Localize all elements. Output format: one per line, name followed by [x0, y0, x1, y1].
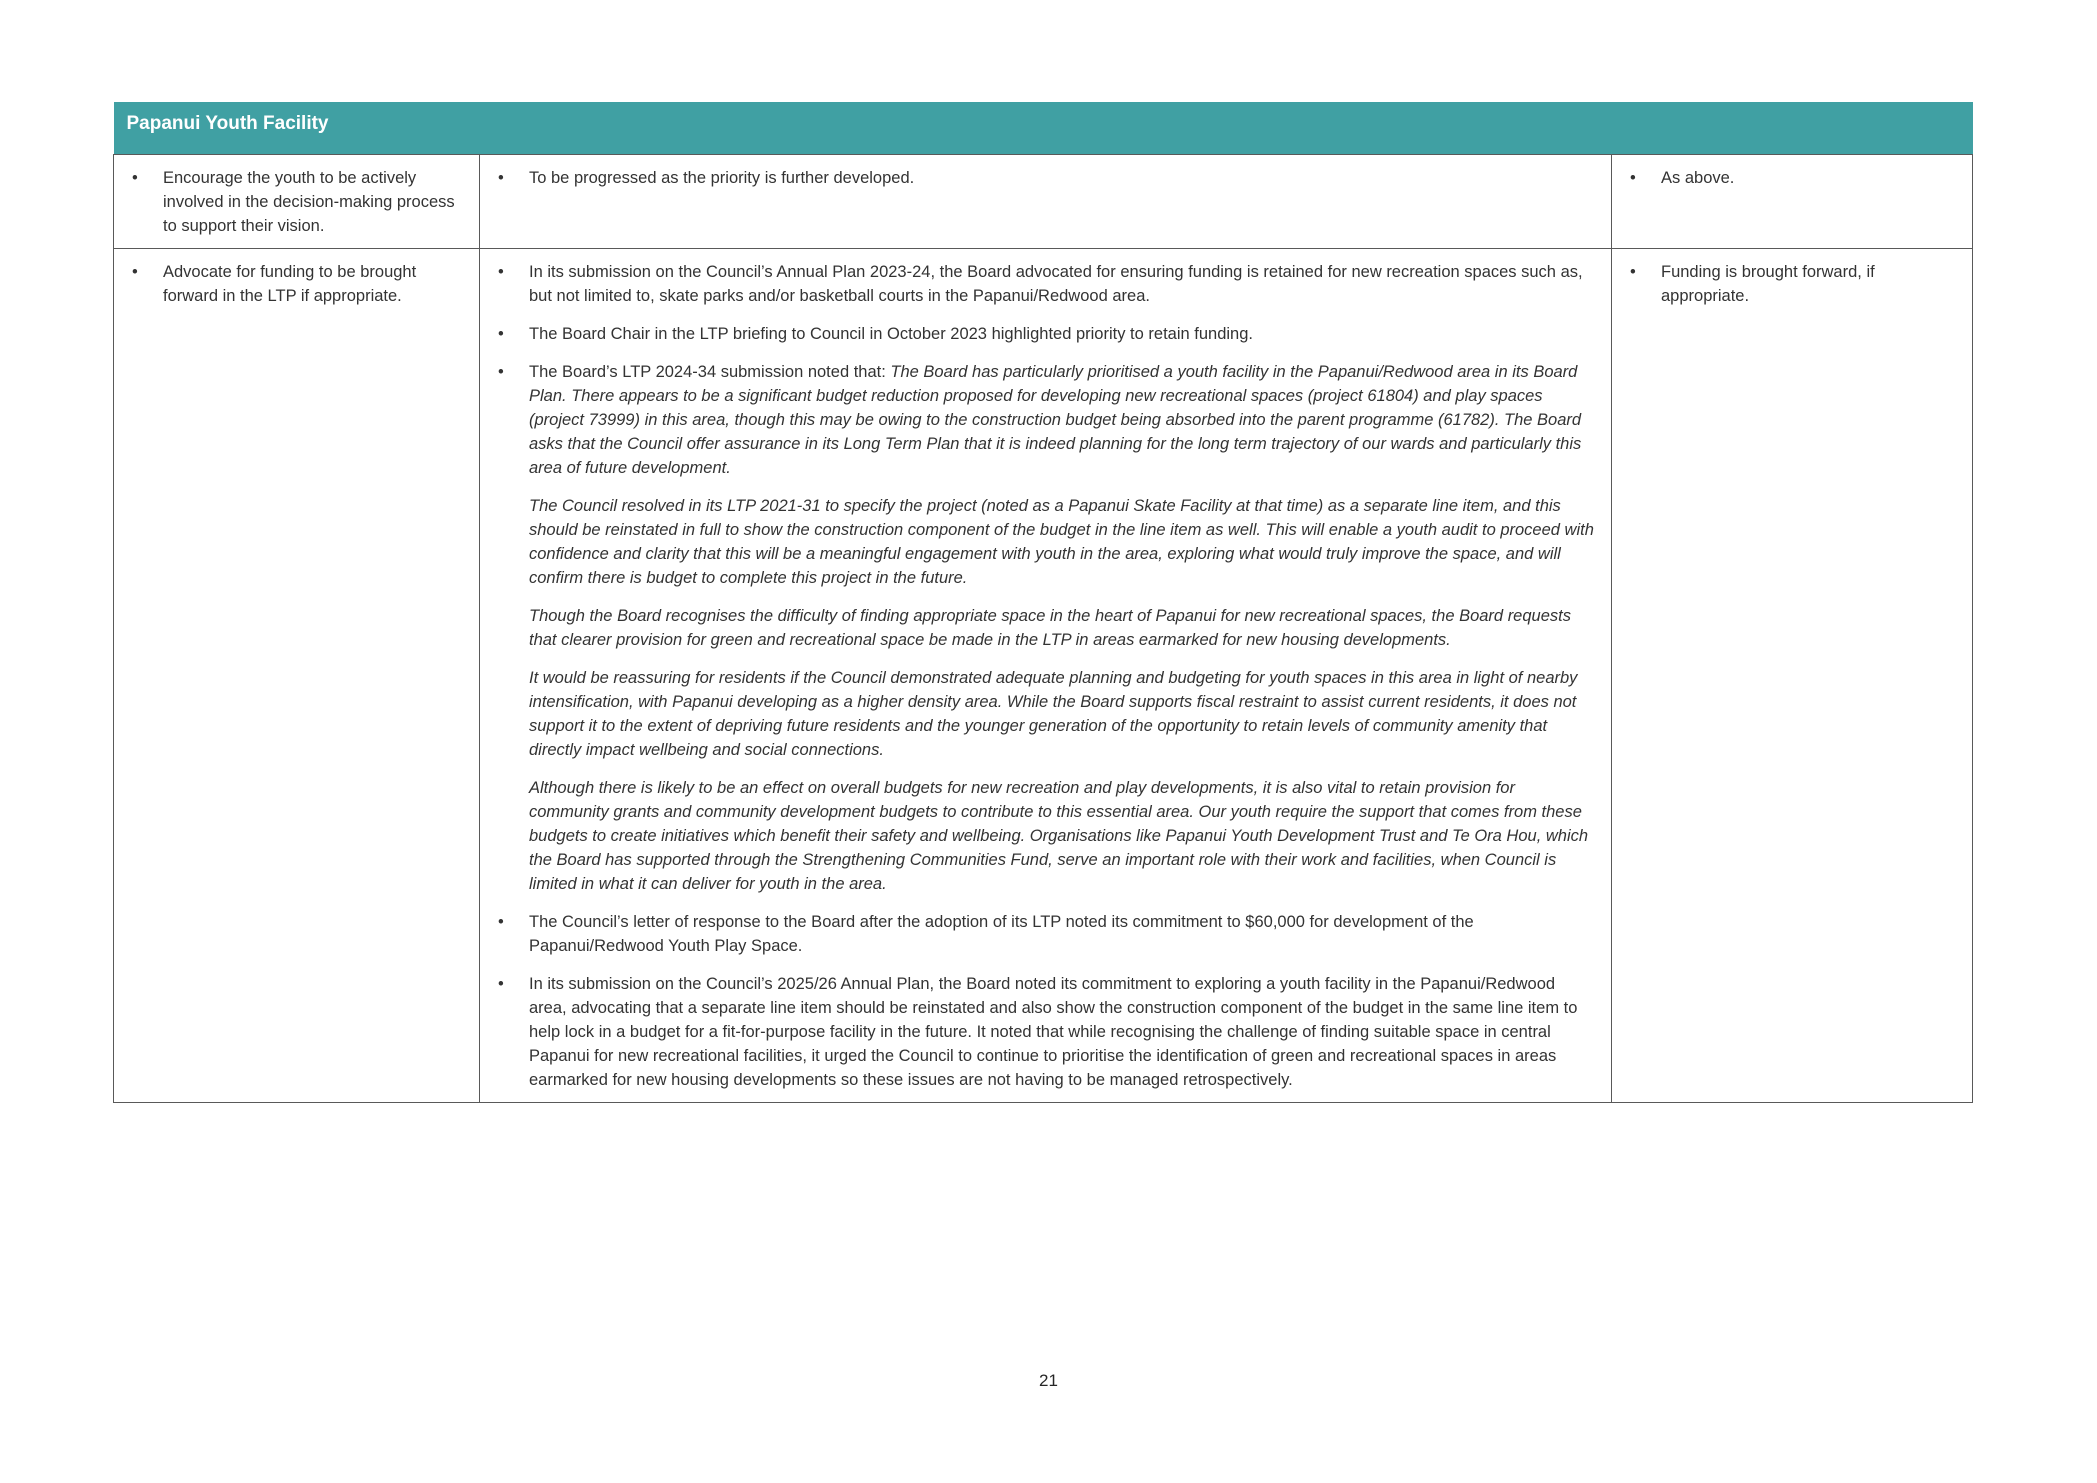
cell-content: [1626, 166, 1956, 190]
text: [529, 360, 1595, 480]
text: Encourage the youth to be actively involved in the decision-making process to support their vision.: [163, 168, 455, 235]
cell-outcome-2: [1612, 248, 1973, 1102]
bullet-item: [494, 260, 1595, 308]
bullet-icon: •: [498, 324, 504, 343]
bullet-icon: •: [132, 168, 138, 187]
bullet-item: [494, 322, 1595, 346]
paragraph: [529, 776, 1595, 896]
text: Though the Board recognises the difficulty of finding appropriate space in the heart of Papanui for new recreational spaces, the Board requests that clearer provision for green and recreational space be made in the LTP in areas earmarked for new housing developments.: [529, 606, 1571, 649]
text: In its submission on the Council’s 2025/26 Annual Plan, the Board noted its commitment to exploring a youth facility in the Papanui/Redwood area, advocating that a separate line item should be reinstated and also show the construction component of the budget in the same line item to help lock in a budget for a fit-for-purpose facility in the future. It noted that while recognising the challenge of finding suitable space in central Papanui for new recreational facilities, it urged the Council to continue to prioritise the identification of green and recreational spaces in areas earmarked for new housing developments so these issues are not having to be managed retrospectively.: [529, 974, 1578, 1089]
text: It would be reassuring for residents if the Council demonstrated adequate planning and budgeting for youth spaces in this area in light of nearby intensification, with Papanui developing as a higher density area. While the Board supports fiscal restraint to assist current residents, it does not support it to the extent of depriving future residents and the younger generation of the opportunity to retain levels of community amenity that directly impact wellbeing and social connections.: [529, 668, 1578, 759]
table-header-row: [114, 102, 1973, 154]
bullet-icon: •: [1630, 262, 1636, 281]
cell-status-2: [480, 248, 1612, 1102]
bullet-icon: •: [498, 974, 504, 993]
page-number: 21: [1039, 1371, 1058, 1390]
text: In its submission on the Council’s Annual Plan 2023-24, the Board advocated for ensuring funding is retained for new recreation spaces such as, but not limited to, skate parks and/or basketball courts in the Papanui/Redwood area.: [529, 262, 1583, 305]
text: The Board Chair in the LTP briefing to Council in October 2023 highlighted priority to retain funding.: [529, 324, 1253, 343]
bullet-item: [128, 166, 463, 238]
cell-content: [1626, 260, 1956, 308]
bullet-item: [494, 166, 1595, 190]
text: Advocate for funding to be brought forward in the LTP if appropriate.: [163, 262, 417, 305]
cell-content: [128, 260, 463, 308]
bullet-icon: •: [498, 168, 504, 187]
cell-status-1: [480, 154, 1612, 248]
bullet-icon: •: [498, 262, 504, 281]
paragraph: [529, 494, 1595, 590]
text: To be progressed as the priority is further developed.: [529, 168, 915, 187]
cell-priority-2: [114, 248, 480, 1102]
text: The Council’s letter of response to the Board after the adoption of its LTP noted its commitment to $60,000 for development of the Papanui/Redwood Youth Play Space.: [529, 912, 1474, 955]
bullet-item: [128, 260, 463, 308]
cell-content: [128, 166, 463, 238]
table-row: [114, 248, 1973, 1102]
bullet-icon: •: [498, 912, 504, 931]
table-row: [114, 154, 1973, 248]
bullet-item: [494, 910, 1595, 958]
bullet-item: [494, 360, 1595, 480]
text: The Council resolved in its LTP 2021-31 to specify the project (noted as a Papanui Skate Facility at that time) as a separate line item, and this should be reinstated in full to show the construction component of the budget in the line item as well. This will enable a youth audit to proceed with confidence and clarity that this will be a meaningful engagement with youth in the area, exploring what would truly improve the space, and will confirm there is budget to complete this project in the future.: [529, 496, 1594, 587]
paragraph: [529, 666, 1595, 762]
table-title: Papanui Youth Facility: [114, 102, 1973, 154]
bullet-icon: •: [498, 362, 504, 381]
paragraph: [529, 604, 1595, 652]
cell-content: [494, 166, 1595, 190]
cell-priority-1: [114, 154, 480, 248]
bullet-icon: •: [132, 262, 138, 281]
bullet-item: [494, 972, 1595, 1092]
text: Although there is likely to be an effect on overall budgets for new recreation and play developments, it is also vital to retain provision for community grants and community development budgets to contribute to this essential area. Our youth require the support that comes from these budgets to create initiatives which benefit their safety and wellbeing. Organisations like Papanui Youth Development Trust and Te Ora Hou, which the Board has supported through the Strengthening Communities Fund, serve an important role with their work and facilities, when Council is limited in what it can deliver for youth in the area.: [529, 778, 1589, 893]
text-italic: The Board has particularly prioritised a youth facility in the Papanui/Redwood area in its Board Plan. There appears to be a significant budget reduction proposed for developing new recreational spaces (project 61804) and play spaces (project 73999) in this area, though this may be owing to the construction budget being absorbed into the parent programme (61782). The Board asks that the Council offer assurance in its Long Term Plan that it is indeed planning for the long term trajectory of our wards and particularly this area of future development.: [529, 362, 1582, 477]
bullet-item: [1626, 166, 1956, 190]
cell-outcome-1: [1612, 154, 1973, 248]
bullet-item: [1626, 260, 1956, 308]
bullet-icon: •: [1630, 168, 1636, 187]
text-lead: The Board’s LTP 2024-34 submission noted that:: [529, 362, 891, 381]
cell-content: [494, 260, 1595, 1092]
text: Funding is brought forward, if appropriate.: [1661, 262, 1875, 305]
papanui-youth-facility-table: [113, 102, 1973, 1103]
text: As above.: [1661, 168, 1735, 187]
